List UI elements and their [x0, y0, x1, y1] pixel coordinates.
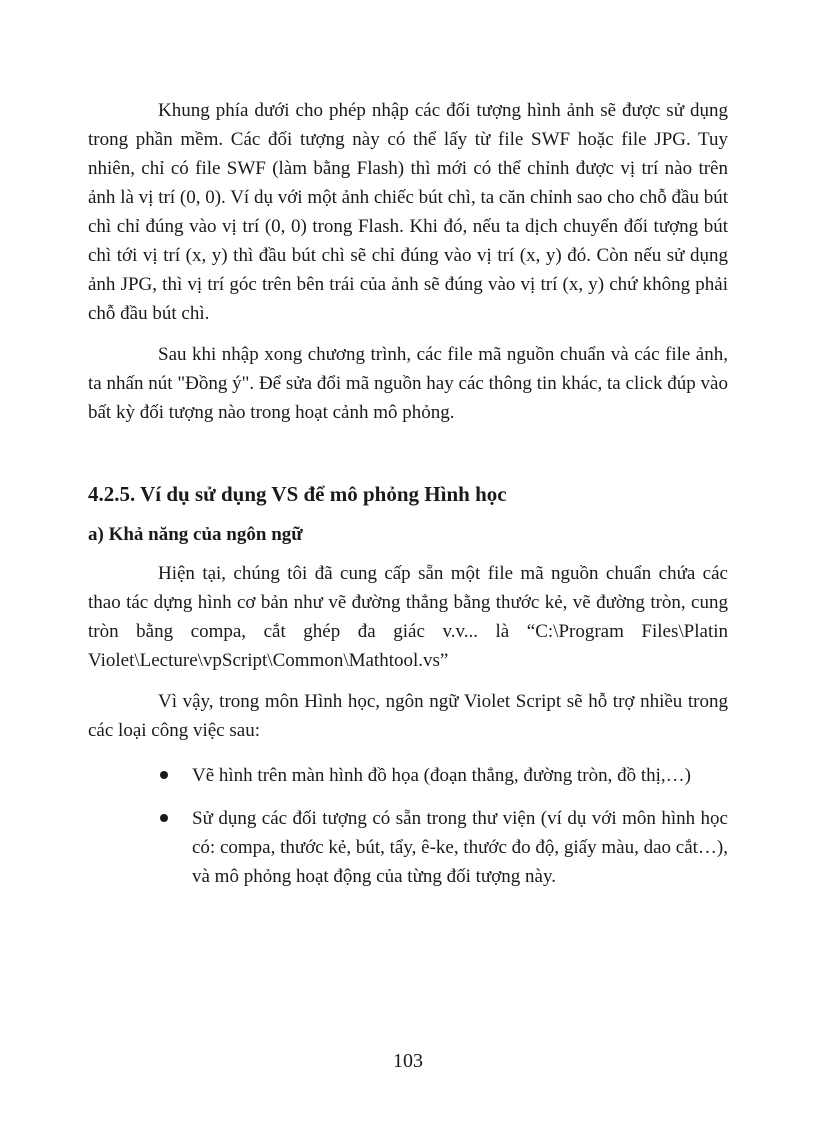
body-paragraph: Khung phía dưới cho phép nhập các đối tượng hình ảnh sẽ được sử dụng trong phần mềm. Các đối tượng này có thể lấy từ file SWF hoặc file JPG. Tuy nhiên, chỉ có file SWF (làm bằng Flash) thì mới có thể chỉnh được vị trí nào trên ảnh là vị trí (0, 0). Ví dụ với một ảnh chiếc bút chì, ta căn chỉnh sao cho chỗ đầu bút chì chỉ đúng vào vị trí (0, 0) trong Flash. Khi đó, nếu ta dịch chuyển đối tượng bút chì tới vị trí (x, y) thì đầu bút chì sẽ chỉ đúng vào vị trí (x, y) đó. Còn nếu sử dụng ảnh JPG, thì vị trí góc trên bên trái của ảnh sẽ đúng vào vị trí (x, y) chứ không phải chỗ đầu bút chì.: [88, 100, 728, 324]
bullet-icon: [160, 814, 168, 822]
list-item-text: Sử dụng các đối tượng có sẵn trong thư viện (ví dụ với môn hình học có: compa, thước kẻ, bút, tẩy, ê-ke, thước đo độ, giấy màu, dao cắt…), và mô phỏng hoạt động của từng đối tượng này.: [192, 808, 728, 887]
body-paragraph: Sau khi nhập xong chương trình, các file mã nguồn chuẩn và các file ảnh, ta nhấn nút "Đồng ý". Để sửa đổi mã nguồn hay các thông tin khác, ta click đúp vào bất kỳ đối tượng nào trong hoạt cảnh mô phỏng.: [88, 344, 728, 423]
bullet-icon: [160, 771, 168, 779]
spacer: [88, 427, 728, 479]
section-heading: 4.2.5. Ví dụ sử dụng VS để mô phỏng Hình học: [88, 482, 507, 506]
body-paragraph: Vì vậy, trong môn Hình học, ngôn ngữ Violet Script sẽ hỗ trợ nhiều trong các loại công việc sau:: [88, 691, 728, 741]
body-paragraph: Hiện tại, chúng tôi đã cung cấp sẵn một file mã nguồn chuẩn chứa các thao tác dựng hình cơ bản như vẽ đường thẳng bằng thước kẻ, vẽ đường tròn, cung tròn bằng compa, cắt ghép đa giác v.v... là “C:\Program Files\Platin Violet\Lecture\vpScript\Common\Mathtool.vs”: [88, 563, 728, 671]
document-page: [88, 96, 728, 905]
list-item-text: Vẽ hình trên màn hình đồ họa (đoạn thẳng, đường tròn, đồ thị,…): [192, 765, 691, 786]
list-item: [88, 761, 728, 790]
list-item: [88, 804, 728, 891]
page-number: 103: [393, 1050, 423, 1072]
bullet-list: [88, 761, 728, 891]
subsection-heading: a) Khả năng của ngôn ngữ: [88, 524, 303, 545]
